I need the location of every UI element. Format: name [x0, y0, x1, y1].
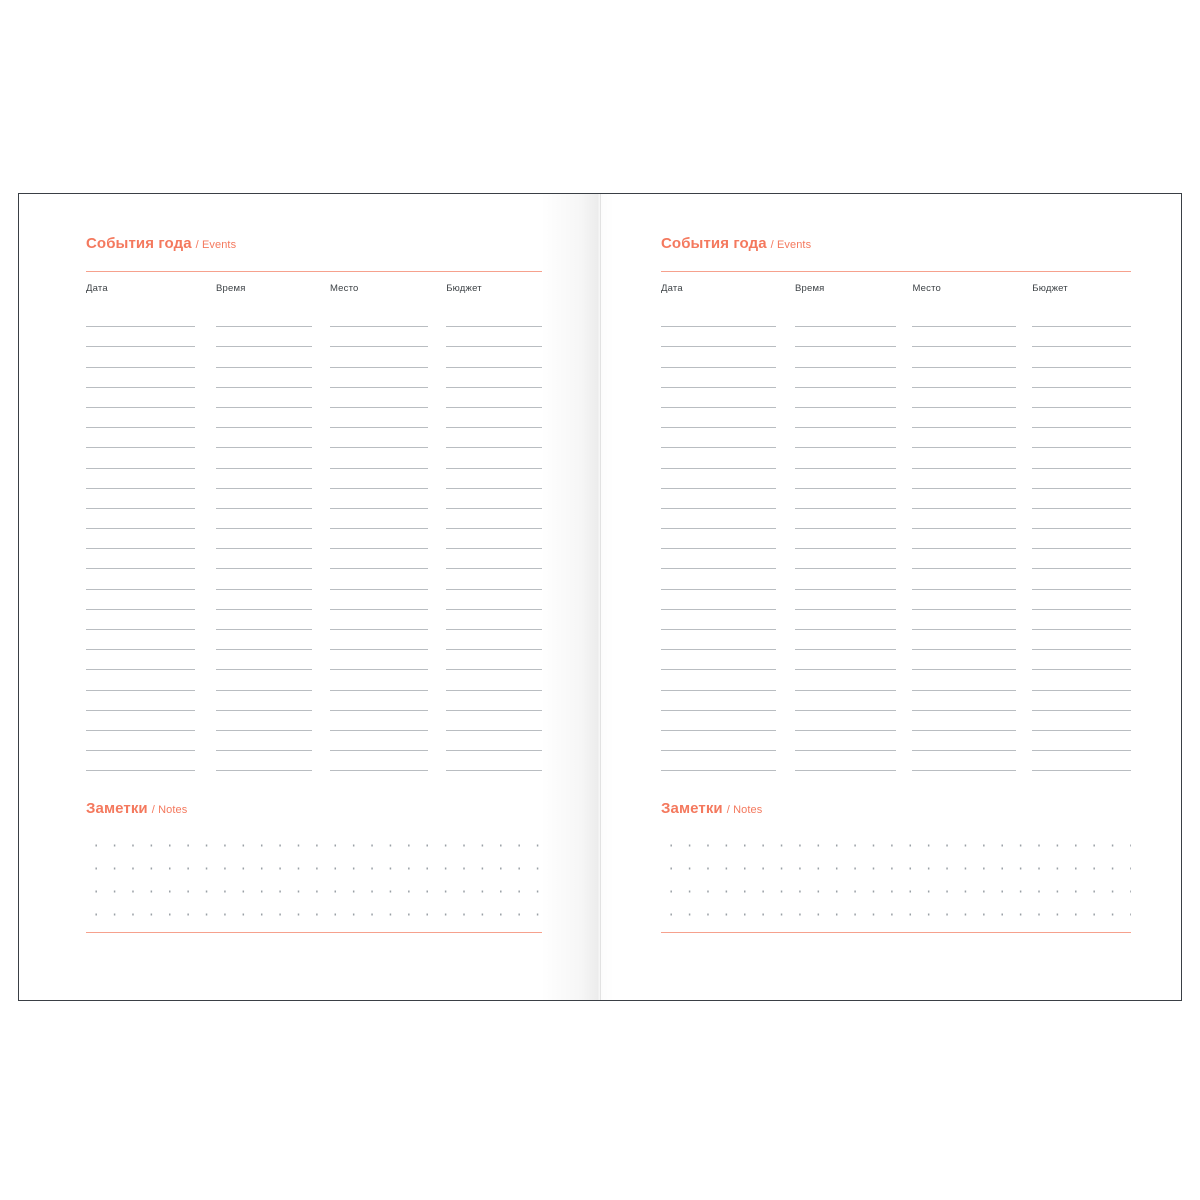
- event-entry-cell-3[interactable]: [446, 509, 542, 529]
- event-entry-cell-0[interactable]: [661, 610, 795, 630]
- event-entry-cell-0[interactable]: [661, 569, 795, 589]
- event-entry-cell-1[interactable]: [216, 408, 330, 428]
- event-entry-cell-0[interactable]: [86, 327, 216, 347]
- event-entry-cell-2[interactable]: [330, 307, 446, 327]
- event-entry-cell-2[interactable]: [330, 448, 446, 468]
- event-entry-cell-1[interactable]: [795, 307, 913, 327]
- event-entry-row[interactable]: [86, 751, 542, 771]
- event-entry-cell-0[interactable]: [86, 307, 216, 327]
- event-entry-cell-1[interactable]: [795, 347, 913, 367]
- event-entry-cell-1[interactable]: [795, 670, 913, 690]
- event-entry-cell-1[interactable]: [795, 388, 913, 408]
- event-entry-cell-0[interactable]: [661, 650, 795, 670]
- event-entry-cell-3[interactable]: [1032, 711, 1131, 731]
- event-entry-cell-3[interactable]: [446, 327, 542, 347]
- event-entry-cell-0[interactable]: [661, 408, 795, 428]
- event-entry-row[interactable]: [661, 670, 1131, 690]
- event-entry-row[interactable]: [86, 691, 542, 711]
- events-title-en-left: / Events: [195, 239, 237, 251]
- event-entry-cell-0[interactable]: [86, 529, 216, 549]
- event-entry-cell-0[interactable]: [86, 549, 216, 569]
- event-entry-row[interactable]: [661, 751, 1131, 771]
- notes-dot-grid-right[interactable]: [661, 831, 1131, 923]
- event-entry-cell-0[interactable]: [86, 448, 216, 468]
- notes-divider-left: [86, 932, 542, 933]
- events-rows-right: [661, 307, 1131, 771]
- event-entry-cell-3[interactable]: [446, 549, 542, 569]
- page-right: [600, 194, 1181, 1000]
- event-entry-cell-2[interactable]: [912, 751, 1032, 771]
- events-heading-right: [661, 236, 1131, 251]
- event-entry-row[interactable]: [86, 509, 542, 529]
- notes-title-en-right: / Notes: [726, 804, 763, 817]
- event-entry-cell-1[interactable]: [216, 509, 330, 529]
- event-entry-cell-3[interactable]: [1032, 469, 1131, 489]
- event-entry-row[interactable]: [86, 711, 542, 731]
- event-entry-cell-0[interactable]: [86, 408, 216, 428]
- event-entry-cell-0[interactable]: [661, 428, 795, 448]
- event-entry-cell-2[interactable]: [330, 650, 446, 670]
- event-entry-row[interactable]: [661, 630, 1131, 650]
- column-header-date-right: Дата: [661, 283, 683, 294]
- event-entry-cell-2[interactable]: [330, 489, 446, 509]
- event-entry-cell-0[interactable]: [661, 691, 795, 711]
- event-entry-row[interactable]: [86, 408, 542, 428]
- event-entry-cell-3[interactable]: [1032, 650, 1131, 670]
- event-entry-cell-2[interactable]: [912, 489, 1032, 509]
- event-entry-cell-2[interactable]: [330, 670, 446, 690]
- event-entry-cell-1[interactable]: [795, 529, 913, 549]
- event-entry-cell-2[interactable]: [912, 670, 1032, 690]
- event-entry-cell-1[interactable]: [216, 549, 330, 569]
- event-entry-cell-1[interactable]: [216, 569, 330, 589]
- event-entry-cell-0[interactable]: [86, 428, 216, 448]
- event-entry-cell-0[interactable]: [661, 670, 795, 690]
- events-column-headers-left: [86, 283, 542, 294]
- event-entry-row[interactable]: [661, 307, 1131, 327]
- event-entry-cell-3[interactable]: [1032, 670, 1131, 690]
- notebook-spread: [18, 193, 1182, 1001]
- event-entry-cell-0[interactable]: [86, 751, 216, 771]
- event-entry-cell-1[interactable]: [216, 630, 330, 650]
- event-entry-cell-3[interactable]: [446, 650, 542, 670]
- event-entry-cell-2[interactable]: [330, 327, 446, 347]
- events-column-headers-right: [661, 283, 1131, 294]
- event-entry-cell-2[interactable]: [912, 529, 1032, 549]
- event-entry-cell-2[interactable]: [912, 327, 1032, 347]
- event-entry-row[interactable]: [86, 549, 542, 569]
- event-entry-row[interactable]: [661, 691, 1131, 711]
- event-entry-cell-3[interactable]: [446, 691, 542, 711]
- event-entry-cell-1[interactable]: [216, 347, 330, 367]
- event-entry-cell-1[interactable]: [795, 650, 913, 670]
- event-entry-cell-1[interactable]: [216, 368, 330, 388]
- event-entry-cell-2[interactable]: [912, 630, 1032, 650]
- event-entry-cell-1[interactable]: [795, 509, 913, 529]
- event-entry-cell-3[interactable]: [446, 569, 542, 589]
- event-entry-row[interactable]: [86, 347, 542, 367]
- event-entry-cell-3[interactable]: [446, 408, 542, 428]
- event-entry-cell-0[interactable]: [661, 731, 795, 751]
- event-entry-cell-3[interactable]: [1032, 731, 1131, 751]
- event-entry-row[interactable]: [86, 529, 542, 549]
- event-entry-cell-0[interactable]: [86, 469, 216, 489]
- event-entry-cell-3[interactable]: [1032, 448, 1131, 468]
- event-entry-row[interactable]: [86, 307, 542, 327]
- event-entry-row[interactable]: [86, 670, 542, 690]
- event-entry-row[interactable]: [86, 650, 542, 670]
- event-entry-cell-3[interactable]: [446, 469, 542, 489]
- column-header-time-right: Время: [794, 283, 825, 294]
- notes-heading-right: [661, 801, 1131, 816]
- event-entry-row[interactable]: [86, 610, 542, 630]
- events-divider-right: [661, 271, 1131, 272]
- event-entry-cell-3[interactable]: [446, 347, 542, 367]
- event-entry-cell-1[interactable]: [216, 711, 330, 731]
- event-entry-cell-3[interactable]: [446, 711, 542, 731]
- event-entry-cell-2[interactable]: [912, 711, 1032, 731]
- event-entry-cell-3[interactable]: [446, 670, 542, 690]
- event-entry-cell-1[interactable]: [216, 610, 330, 630]
- event-entry-cell-1[interactable]: [216, 307, 330, 327]
- event-entry-cell-2[interactable]: [912, 347, 1032, 367]
- event-entry-cell-3[interactable]: [446, 610, 542, 630]
- column-header-budget-left: Бюджет: [446, 283, 482, 294]
- event-entry-cell-3[interactable]: [446, 630, 542, 650]
- event-entry-row[interactable]: [86, 469, 542, 489]
- notes-dot-grid-left[interactable]: [86, 831, 542, 923]
- events-divider-left: [86, 271, 542, 272]
- event-entry-cell-1[interactable]: [216, 751, 330, 771]
- event-entry-cell-3[interactable]: [446, 529, 542, 549]
- event-entry-cell-0[interactable]: [86, 691, 216, 711]
- event-entry-cell-2[interactable]: [330, 610, 446, 630]
- event-entry-cell-1[interactable]: [795, 711, 913, 731]
- event-entry-cell-3[interactable]: [446, 448, 542, 468]
- event-entry-cell-2[interactable]: [912, 448, 1032, 468]
- event-entry-cell-1[interactable]: [216, 327, 330, 347]
- event-entry-cell-1[interactable]: [216, 388, 330, 408]
- event-entry-row[interactable]: [86, 489, 542, 509]
- event-entry-cell-2[interactable]: [330, 590, 446, 610]
- event-entry-cell-3[interactable]: [446, 751, 542, 771]
- event-entry-cell-3[interactable]: [1032, 691, 1131, 711]
- event-entry-cell-1[interactable]: [216, 529, 330, 549]
- event-entry-cell-3[interactable]: [1032, 428, 1131, 448]
- event-entry-cell-3[interactable]: [446, 388, 542, 408]
- event-entry-cell-1[interactable]: [795, 569, 913, 589]
- event-entry-cell-1[interactable]: [216, 731, 330, 751]
- event-entry-cell-1[interactable]: [216, 691, 330, 711]
- event-entry-cell-0[interactable]: [86, 590, 216, 610]
- event-entry-cell-1[interactable]: [795, 408, 913, 428]
- event-entry-row[interactable]: [661, 469, 1131, 489]
- event-entry-row[interactable]: [661, 590, 1131, 610]
- event-entry-cell-2[interactable]: [330, 529, 446, 549]
- event-entry-cell-1[interactable]: [216, 590, 330, 610]
- event-entry-cell-2[interactable]: [912, 549, 1032, 569]
- event-entry-cell-2[interactable]: [330, 691, 446, 711]
- event-entry-row[interactable]: [661, 650, 1131, 670]
- event-entry-cell-1[interactable]: [795, 751, 913, 771]
- event-entry-cell-1[interactable]: [795, 590, 913, 610]
- event-entry-cell-2[interactable]: [330, 711, 446, 731]
- event-entry-cell-0[interactable]: [86, 347, 216, 367]
- events-title-en-right: / Events: [770, 239, 812, 251]
- event-entry-row[interactable]: [661, 489, 1131, 509]
- events-title-ru-right: События года: [661, 235, 767, 252]
- event-entry-cell-2[interactable]: [912, 408, 1032, 428]
- event-entry-cell-3[interactable]: [446, 731, 542, 751]
- event-entry-cell-2[interactable]: [330, 368, 446, 388]
- notes-divider-right: [661, 932, 1131, 933]
- event-entry-cell-0[interactable]: [661, 368, 795, 388]
- column-header-date-left: Дата: [86, 283, 108, 294]
- event-entry-cell-3[interactable]: [446, 428, 542, 448]
- column-header-place-right: Место: [912, 283, 942, 294]
- event-entry-cell-2[interactable]: [330, 408, 446, 428]
- event-entry-cell-0[interactable]: [86, 610, 216, 630]
- event-entry-row[interactable]: [661, 711, 1131, 731]
- event-entry-cell-0[interactable]: [661, 751, 795, 771]
- event-entry-cell-0[interactable]: [86, 630, 216, 650]
- notes-title-en-left: / Notes: [151, 804, 188, 817]
- event-entry-cell-1[interactable]: [216, 670, 330, 690]
- event-entry-cell-0[interactable]: [661, 590, 795, 610]
- event-entry-row[interactable]: [86, 428, 542, 448]
- event-entry-row[interactable]: [661, 368, 1131, 388]
- event-entry-cell-1[interactable]: [795, 489, 913, 509]
- event-entry-cell-1[interactable]: [795, 691, 913, 711]
- event-entry-row[interactable]: [661, 549, 1131, 569]
- event-entry-cell-2[interactable]: [912, 428, 1032, 448]
- event-entry-cell-0[interactable]: [86, 569, 216, 589]
- column-header-time-left: Время: [215, 283, 246, 294]
- events-rows-left: [86, 307, 542, 771]
- event-entry-cell-0[interactable]: [661, 388, 795, 408]
- event-entry-row[interactable]: [661, 509, 1131, 529]
- event-entry-cell-3[interactable]: [1032, 549, 1131, 569]
- event-entry-cell-2[interactable]: [330, 347, 446, 367]
- event-entry-cell-2[interactable]: [330, 469, 446, 489]
- event-entry-cell-2[interactable]: [330, 509, 446, 529]
- events-title-ru-left: События года: [86, 235, 192, 252]
- notes-title-ru-right: Заметки: [661, 800, 723, 818]
- page-left: [19, 194, 600, 1000]
- event-entry-cell-2[interactable]: [912, 569, 1032, 589]
- event-entry-row[interactable]: [661, 347, 1131, 367]
- event-entry-row[interactable]: [86, 731, 542, 751]
- event-entry-cell-2[interactable]: [330, 549, 446, 569]
- event-entry-cell-3[interactable]: [1032, 610, 1131, 630]
- event-entry-cell-0[interactable]: [661, 630, 795, 650]
- event-entry-cell-3[interactable]: [1032, 630, 1131, 650]
- event-entry-row[interactable]: [661, 448, 1131, 468]
- event-entry-cell-2[interactable]: [330, 388, 446, 408]
- event-entry-cell-3[interactable]: [446, 489, 542, 509]
- event-entry-row[interactable]: [661, 327, 1131, 347]
- event-entry-row[interactable]: [661, 731, 1131, 751]
- event-entry-cell-3[interactable]: [1032, 408, 1131, 428]
- event-entry-cell-0[interactable]: [661, 469, 795, 489]
- event-entry-cell-1[interactable]: [795, 610, 913, 630]
- event-entry-cell-3[interactable]: [1032, 509, 1131, 529]
- event-entry-cell-0[interactable]: [86, 489, 216, 509]
- event-entry-cell-2[interactable]: [330, 569, 446, 589]
- event-entry-cell-1[interactable]: [795, 549, 913, 569]
- event-entry-cell-3[interactable]: [1032, 388, 1131, 408]
- event-entry-cell-3[interactable]: [1032, 590, 1131, 610]
- event-entry-cell-1[interactable]: [795, 731, 913, 751]
- event-entry-cell-1[interactable]: [795, 368, 913, 388]
- event-entry-cell-0[interactable]: [86, 650, 216, 670]
- event-entry-cell-3[interactable]: [1032, 327, 1131, 347]
- column-header-place-left: Место: [329, 283, 359, 294]
- event-entry-cell-0[interactable]: [86, 388, 216, 408]
- column-header-budget-right: Бюджет: [1032, 283, 1068, 294]
- notes-heading-left: [86, 801, 542, 816]
- event-entry-cell-1[interactable]: [795, 469, 913, 489]
- event-entry-row[interactable]: [86, 448, 542, 468]
- event-entry-cell-2[interactable]: [912, 509, 1032, 529]
- event-entry-cell-1[interactable]: [216, 428, 330, 448]
- event-entry-row[interactable]: [661, 529, 1131, 549]
- event-entry-cell-3[interactable]: [446, 590, 542, 610]
- event-entry-row[interactable]: [661, 569, 1131, 589]
- event-entry-cell-2[interactable]: [330, 751, 446, 771]
- event-entry-row[interactable]: [661, 428, 1131, 448]
- event-entry-cell-2[interactable]: [912, 388, 1032, 408]
- event-entry-cell-2[interactable]: [912, 307, 1032, 327]
- event-entry-cell-2[interactable]: [330, 630, 446, 650]
- event-entry-cell-0[interactable]: [86, 670, 216, 690]
- event-entry-cell-3[interactable]: [1032, 489, 1131, 509]
- event-entry-row[interactable]: [661, 388, 1131, 408]
- event-entry-cell-1[interactable]: [795, 428, 913, 448]
- event-entry-cell-0[interactable]: [86, 711, 216, 731]
- event-entry-cell-1[interactable]: [216, 448, 330, 468]
- event-entry-cell-2[interactable]: [330, 731, 446, 751]
- event-entry-row[interactable]: [661, 408, 1131, 428]
- event-entry-cell-0[interactable]: [661, 448, 795, 468]
- event-entry-cell-3[interactable]: [1032, 569, 1131, 589]
- event-entry-cell-1[interactable]: [795, 630, 913, 650]
- event-entry-cell-0[interactable]: [661, 489, 795, 509]
- event-entry-cell-2[interactable]: [912, 469, 1032, 489]
- event-entry-cell-1[interactable]: [216, 650, 330, 670]
- event-entry-cell-3[interactable]: [446, 368, 542, 388]
- event-entry-cell-3[interactable]: [446, 307, 542, 327]
- event-entry-cell-0[interactable]: [661, 711, 795, 731]
- event-entry-cell-2[interactable]: [912, 691, 1032, 711]
- event-entry-row[interactable]: [86, 368, 542, 388]
- event-entry-cell-0[interactable]: [661, 509, 795, 529]
- event-entry-cell-1[interactable]: [216, 489, 330, 509]
- event-entry-cell-2[interactable]: [912, 731, 1032, 751]
- event-entry-cell-1[interactable]: [216, 469, 330, 489]
- event-entry-row[interactable]: [86, 630, 542, 650]
- event-entry-cell-0[interactable]: [661, 529, 795, 549]
- event-entry-cell-0[interactable]: [86, 368, 216, 388]
- event-entry-cell-2[interactable]: [912, 368, 1032, 388]
- event-entry-cell-0[interactable]: [661, 307, 795, 327]
- event-entry-row[interactable]: [86, 388, 542, 408]
- event-entry-cell-3[interactable]: [1032, 529, 1131, 549]
- event-entry-cell-0[interactable]: [661, 549, 795, 569]
- event-entry-cell-0[interactable]: [661, 327, 795, 347]
- event-entry-cell-0[interactable]: [86, 509, 216, 529]
- notes-title-ru-left: Заметки: [86, 800, 148, 818]
- event-entry-cell-3[interactable]: [1032, 347, 1131, 367]
- event-entry-row[interactable]: [661, 610, 1131, 630]
- event-entry-row[interactable]: [86, 569, 542, 589]
- event-entry-cell-3[interactable]: [1032, 307, 1131, 327]
- events-heading-left: [86, 236, 542, 251]
- event-entry-cell-2[interactable]: [912, 610, 1032, 630]
- event-entry-cell-0[interactable]: [86, 731, 216, 751]
- event-entry-cell-1[interactable]: [795, 448, 913, 468]
- event-entry-cell-3[interactable]: [1032, 368, 1131, 388]
- event-entry-row[interactable]: [86, 590, 542, 610]
- event-entry-cell-0[interactable]: [661, 347, 795, 367]
- event-entry-cell-2[interactable]: [912, 590, 1032, 610]
- event-entry-cell-1[interactable]: [795, 327, 913, 347]
- event-entry-row[interactable]: [86, 327, 542, 347]
- event-entry-cell-2[interactable]: [330, 428, 446, 448]
- event-entry-cell-2[interactable]: [912, 650, 1032, 670]
- event-entry-cell-3[interactable]: [1032, 751, 1131, 771]
